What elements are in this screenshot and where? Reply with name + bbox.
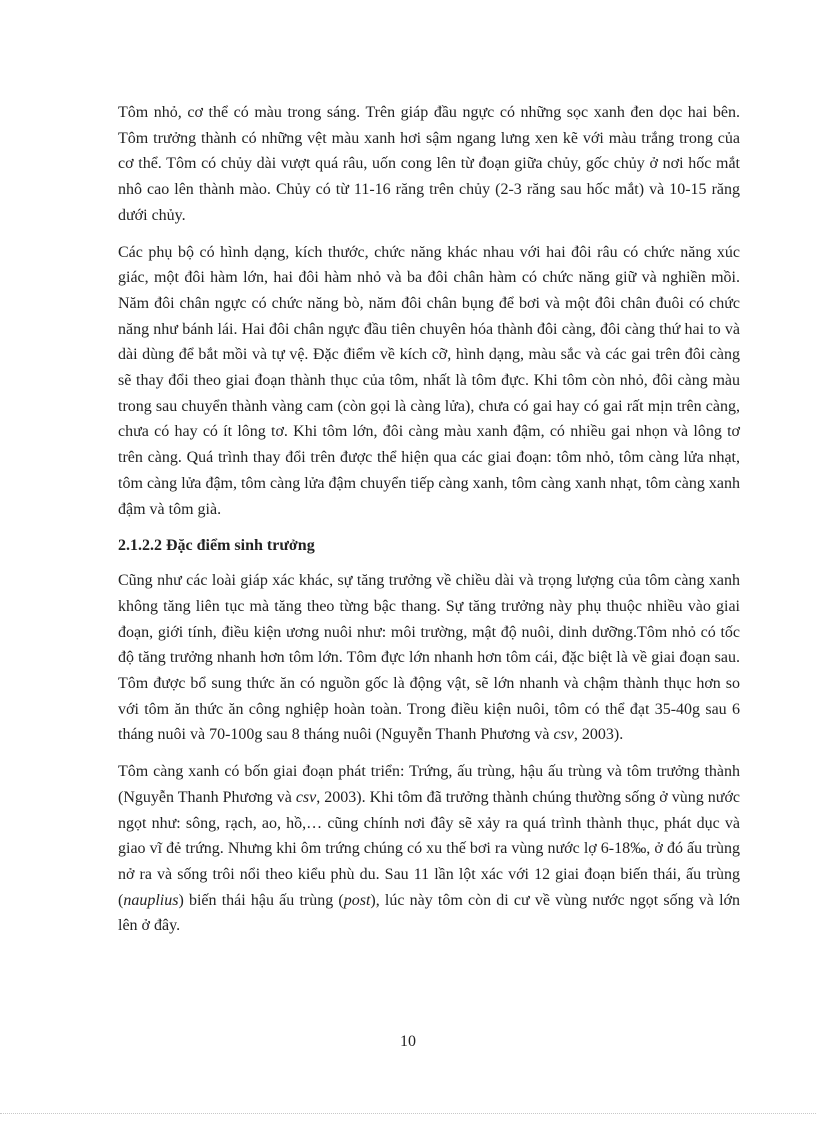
body-paragraph — [118, 759, 740, 939]
text-run: , 2003). Khi tôm đã trưởng thành chúng thường sống ở vùng nước ngọt như: sông, rạch, ao, hồ,… cũng chính nơi đây sẽ xảy ra quá trình thành thục, phát dục và giao vĩ đẻ trứng. Nhưng khi ôm trứng chúng có xu thế bơi ra vùng nước lợ 6-18‰, ở đó ấu trùng nở ra và sống trôi nổi theo kiểu phù du. Sau 11 lần lột xác với 12 giai đoạn biến thái, ấu trùng ( — [118, 788, 741, 909]
body-paragraph — [118, 100, 740, 229]
text-run: ), lúc này tôm còn di cư về vùng nước ngọt sống và lớn lên ở đây. — [118, 891, 741, 935]
paragraph-group-intro — [118, 100, 740, 522]
section-heading: 2.1.2.2 Đặc điểm sinh trưởng — [118, 537, 315, 555]
page-number: 10 — [400, 1033, 416, 1050]
text-run: ) biến thái hậu ấu trùng ( — [178, 891, 344, 909]
italic-text-run: post — [343, 891, 371, 909]
text-run: Tôm nhỏ, cơ thể có màu trong sáng. Trên giáp đầu ngực có những sọc xanh đen dọc hai bên. Tôm trưởng thành có những vệt màu xanh hơi sậm ngang lưng xen kẽ với màu trắng trong của cơ thể. Tôm có chủy dài vượt quá râu, uốn cong lên từ đoạn giữa chủy, gốc chủy ở nơi hốc mắt nhô cao lên thành mào. Chủy có từ 11-16 răng trên chủy (2-3 răng sau hốc mắt) và 10-15 răng dưới chủy. — [118, 104, 740, 224]
document-page — [118, 100, 740, 950]
text-run: Tôm càng xanh có bốn giai đoạn phát triển: Trứng, ấu trùng, hậu ấu trùng và tôm trưởng thành (Nguyễn Thanh Phương và — [118, 763, 740, 806]
text-run: Cũng như các loài giáp xác khác, sự tăng trưởng về chiều dài và trọng lượng của tôm càng xanh không tăng liên tục mà tăng theo từng bậc thang. Sự tăng trưởng này phụ thuộc nhiều vào giai đoạn, giới tính, điều kiện ương nuôi như: môi trường, mật độ nuôi, dinh dưỡng.Tôm nhỏ có tốc độ tăng trưởng nhanh hơn tôm lớn. Tôm đực lớn nhanh hơn tôm cái, đặc biệt là về giai đoạn sau. Tôm được bổ sung thức ăn có nguồn gốc là động vật, sẽ lớn nhanh và chậm thành thục hơn so với tôm ăn thức ăn công nghiệp hoàn toàn. Trong điều kiện nuôi, tôm có thể đạt 35-40g sau 6 tháng nuôi và 70-100g sau 8 tháng nuôi (Nguyễn Thanh Phương và — [118, 572, 740, 744]
italic-text-run: nauplius — [123, 891, 179, 909]
italic-text-run: csv — [295, 788, 317, 806]
paragraph-group-growth — [118, 568, 740, 939]
text-run: , 2003). — [573, 726, 624, 744]
body-paragraph — [118, 240, 740, 523]
italic-text-run: csv — [553, 726, 574, 744]
body-paragraph — [118, 568, 740, 748]
page-bottom-divider — [0, 1113, 816, 1114]
text-run: Các phụ bộ có hình dạng, kích thước, chức năng khác nhau với hai đôi râu có chức năng xúc giác, một đôi hàm lớn, hai đôi hàm nhỏ và ba đôi chân hàm có chức năng giữ và nghiền mồi. Năm đôi chân ngực có chức năng bò, năm đôi chân bụng để bơi và một đôi chân đuôi có chức năng như bánh lái. Hai đôi chân ngực đầu tiên chuyên hóa thành đôi càng, đôi càng thứ hai to và dài dùng để bắt mồi và tự vệ. Đặc điểm về kích cỡ, hình dạng, màu sắc và các gai trên đôi càng sẽ thay đổi theo giai đoạn thành thục của tôm, nhất là tôm đực. Khi tôm còn nhỏ, đôi càng màu trong sau chuyển thành vàng cam (còn gọi là càng lửa), chưa có gai hay có gai rất mịn trên càng, chưa có hay có ít lông tơ. Khi tôm lớn, đôi càng màu xanh đậm, có nhiều gai nhọn và lông tơ trên càng. Quá trình thay đổi trên được thể hiện qua các giai đoạn: tôm nhỏ, tôm càng lửa nhạt, tôm càng lửa đậm, tôm càng lửa đậm chuyển tiếp càng xanh, tôm càng xanh nhạt, tôm càng xanh đậm và tôm già. — [118, 243, 740, 518]
